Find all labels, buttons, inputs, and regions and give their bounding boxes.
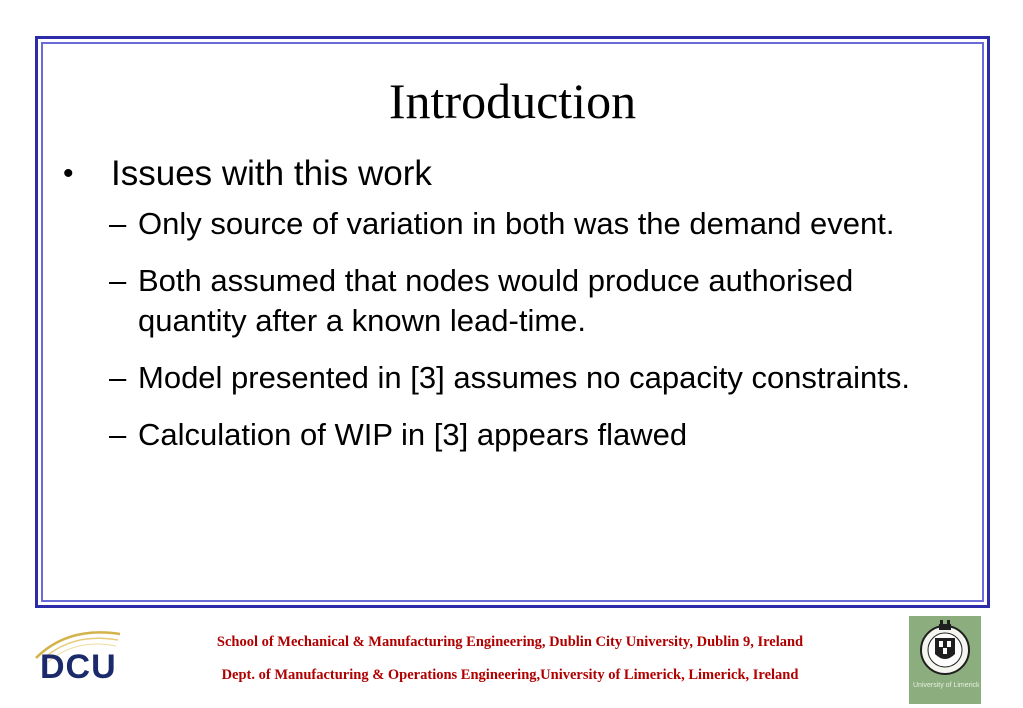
dcu-logo-text: DCU bbox=[40, 648, 117, 686]
sub-bullet-group bbox=[59, 204, 966, 455]
slide-content bbox=[41, 42, 984, 602]
bullet-dot-icon: • bbox=[63, 157, 74, 190]
dcu-logo bbox=[28, 624, 124, 694]
dash-icon: – bbox=[109, 417, 127, 452]
sub-bullet-text: Calculation of WIP in [3] appears flawed bbox=[138, 417, 688, 452]
dash-icon: – bbox=[109, 263, 127, 298]
footer-lines bbox=[130, 632, 890, 698]
footer-line-school: School of Mechanical & Manufacturing Engineering, Dublin City University, Dublin 9, Ireland bbox=[216, 634, 804, 650]
sub-bullet-item bbox=[59, 261, 966, 341]
ul-logo-text: University of Limerick bbox=[913, 682, 980, 689]
slide-frame bbox=[35, 36, 990, 608]
bullet-text: Issues with this work bbox=[111, 154, 432, 193]
dash-icon: – bbox=[109, 360, 127, 395]
sub-bullet-text: Model presented in [3] assumes no capacity constraints. bbox=[138, 360, 910, 395]
bullet-item bbox=[59, 152, 966, 196]
slide-footer bbox=[0, 620, 1023, 708]
sub-bullet-text: Both assumed that nodes would produce authorised quantity after a known lead-time. bbox=[138, 263, 854, 338]
footer-line-dept: Dept. of Manufacturing & Operations Engineering,University of Limerick, Limerick, Ireland bbox=[221, 667, 799, 683]
dash-icon: – bbox=[109, 206, 127, 241]
sub-bullet-item bbox=[59, 358, 966, 398]
ul-logo bbox=[909, 616, 981, 704]
sub-bullet-item bbox=[59, 415, 966, 455]
sub-bullet-list bbox=[59, 204, 966, 455]
sub-bullet-text: Only source of variation in both was the demand event. bbox=[138, 206, 895, 241]
bullet-list bbox=[59, 152, 966, 472]
slide-title: Introduction bbox=[388, 73, 637, 129]
ul-crest-icon bbox=[909, 616, 981, 682]
sub-bullet-item bbox=[59, 204, 966, 244]
